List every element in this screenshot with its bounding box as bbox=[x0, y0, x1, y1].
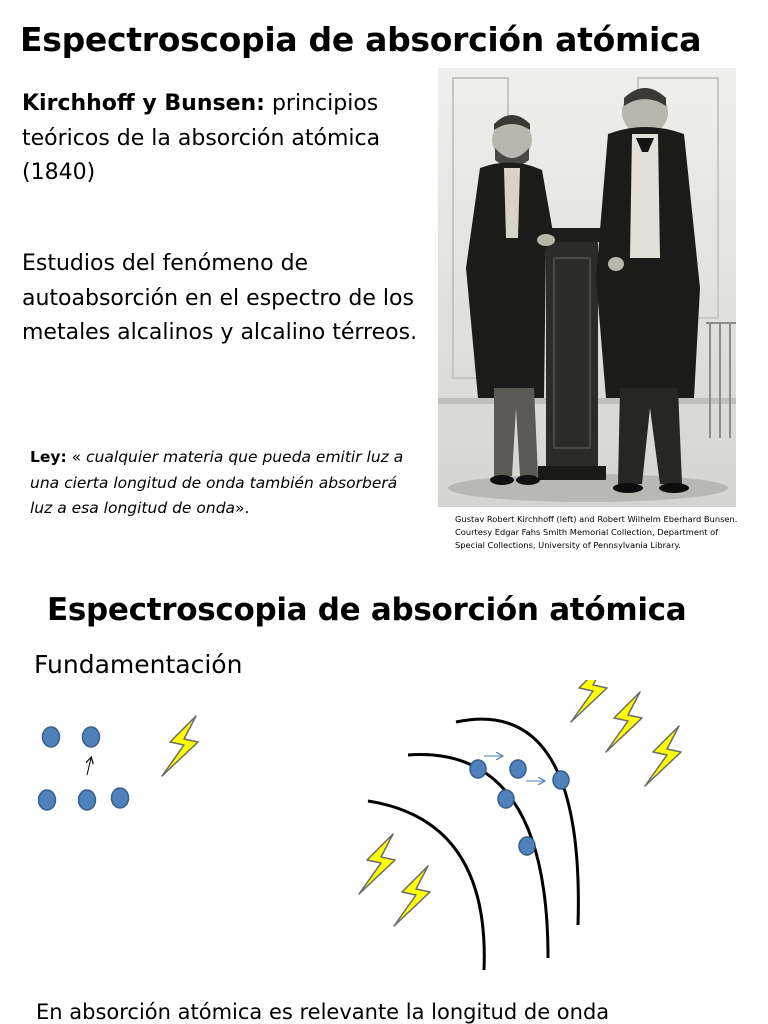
law-close-quote: ». bbox=[235, 499, 250, 517]
slide1-title: Espectroscopia de absorción atómica bbox=[20, 20, 702, 59]
absorption-diagram bbox=[0, 680, 768, 1000]
law-label: Ley: bbox=[30, 448, 67, 466]
atom-dot bbox=[510, 760, 526, 778]
law-paragraph bbox=[30, 445, 420, 522]
atom-dot bbox=[43, 727, 60, 747]
atom-dot bbox=[83, 727, 100, 747]
slide2-subtitle: Fundamentación bbox=[34, 650, 243, 679]
lightning-bolt-icon bbox=[162, 716, 198, 776]
photo-illustration bbox=[438, 68, 736, 507]
lightning-bolt-icon bbox=[606, 692, 642, 752]
law-quote: cualquier materia que pueda emitir luz a una cierta longitud de onda también absorberá luz a esa longitud de onda bbox=[30, 448, 404, 517]
wave-arc bbox=[456, 719, 578, 925]
wave-arc bbox=[368, 801, 484, 970]
intro-text: principios teóricos de la absorción atómica (1840) bbox=[22, 91, 381, 185]
lightning-bolt-icon bbox=[571, 680, 607, 722]
slide2-footer-text: En absorción atómica es relevante la longitud de onda bbox=[36, 1000, 610, 1024]
studies-paragraph: Estudios del fenómeno de autoabsorción en el espectro de los metales alcalinos y alcalino térreos. bbox=[22, 251, 418, 345]
kirchhoff-bunsen-photo bbox=[438, 68, 736, 507]
atom-dot bbox=[470, 760, 486, 778]
atom-dot bbox=[553, 771, 569, 789]
atom-dot bbox=[39, 790, 56, 810]
intro-paragraph bbox=[22, 87, 432, 191]
lightning-bolt-icon bbox=[645, 726, 681, 786]
atom-dot bbox=[498, 790, 514, 808]
atom-dot bbox=[79, 790, 96, 810]
lightning-bolt-icon bbox=[359, 834, 395, 894]
atom-dot bbox=[112, 788, 129, 808]
intro-bold-label: Kirchhoff y Bunsen: bbox=[22, 91, 265, 116]
arrow-up-icon bbox=[87, 758, 91, 775]
wave-arc bbox=[408, 755, 548, 958]
atom-dot bbox=[519, 837, 535, 855]
photo-caption: Gustav Robert Kirchhoff (left) and Robert Wilhelm Eberhard Bunsen. Courtesy Edgar Fahs Smith Memorial Collection, Department of Special Collections, University of Pennsylvania Library. bbox=[455, 514, 738, 551]
lightning-bolt-icon bbox=[394, 866, 430, 926]
slide2-title: Espectroscopia de absorción atómica bbox=[47, 592, 687, 628]
law-open-quote: « bbox=[66, 448, 87, 466]
